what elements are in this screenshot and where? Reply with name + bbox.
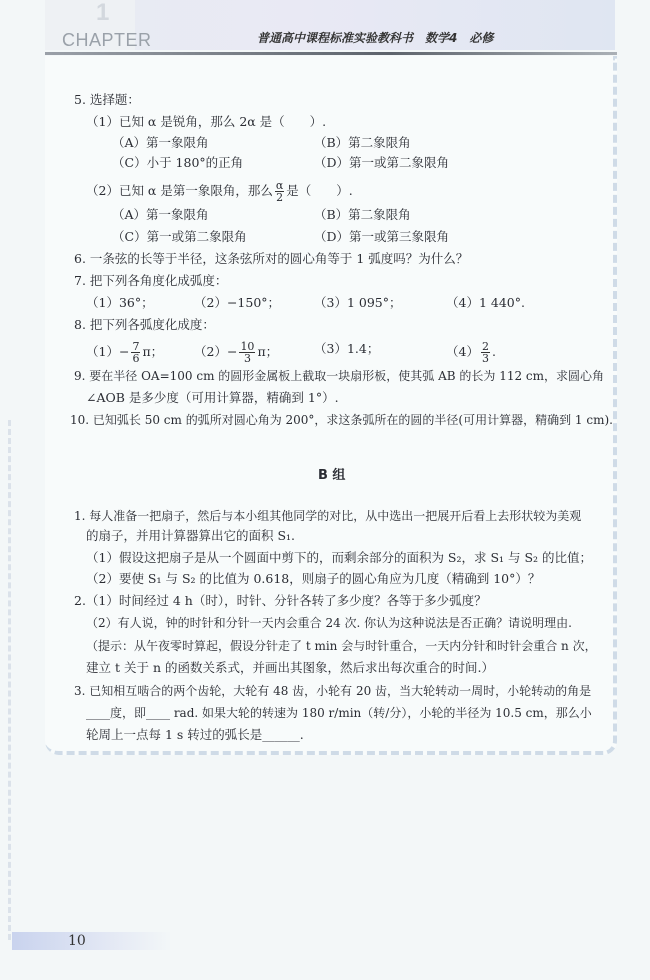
q5-1-d: （D）第一或第二象限角 bbox=[314, 155, 450, 170]
b-line: 轮周上一点每 1 s 转过的弧长是______. bbox=[86, 727, 304, 742]
q5-2-c: （C）第一或第二象限角 bbox=[112, 229, 247, 244]
q7: 7. 把下列各角度化成弧度： bbox=[74, 273, 228, 288]
q5-2-d: （D）第一或第三象限角 bbox=[314, 229, 450, 244]
b-line: 的扇子，并用计算器算出它的面积 S₁. bbox=[86, 528, 296, 543]
q6: 6. 一条弦的长等于半径，这条弦所对的圆心角等于 1 弧度吗？为什么？ bbox=[74, 251, 469, 266]
q5-1-a: （A）第一象限角 bbox=[112, 135, 209, 150]
q9-line1: 9. 要在半径 OA=100 cm 的圆形金属板上截取一块扇形板，使其弧 AB 的长为 112 cm，求圆心角 bbox=[74, 369, 605, 383]
q8-1: （1）− $\frac{7}{6}$ π； bbox=[86, 340, 164, 365]
footer-band bbox=[12, 932, 172, 950]
q7-item: （4）1 440°. bbox=[446, 295, 525, 310]
q8: 8. 把下列各弧度化成度： bbox=[74, 317, 215, 332]
q5-2-a: （A）第一象限角 bbox=[112, 207, 209, 222]
q10: 10. 已知弧长 50 cm 的弧所对圆心角为 200°，求这条弧所在的圆的半径(可用计算器，精确到 1 cm). bbox=[70, 413, 613, 427]
b-line: 1. 每人准备一把扇子，然后与本小组其他同学的对比，从中选出一把展开后看上去形状较为美观 bbox=[74, 509, 582, 523]
q5: 5. 选择题： bbox=[74, 92, 140, 107]
chapter-label: CHAPTER bbox=[62, 30, 152, 50]
b-line: （提示：从午夜零时算起，假设分针走了 t min 会与时针重合，一天内分针和时针会重合 n 次， bbox=[86, 639, 597, 653]
b-line: 建立 t 关于 n 的函数关系式，并画出其图象，然后求出每次重合的时间.） bbox=[86, 660, 494, 675]
b-line: 2.（1）时间经过 4 h（时），时针、分针各转了多少度？各等于多少弧度？ bbox=[74, 593, 487, 608]
q8-4: （4） $\frac{2}{3}$ . bbox=[446, 340, 496, 365]
b-line: （2）要使 S₁ 与 S₂ 的比值为 0.618，则扇子的圆心角应为几度（精确到 10°）？ bbox=[86, 571, 541, 586]
q7-item: （1）36°； bbox=[86, 295, 154, 310]
q8-3: （3）1.4； bbox=[314, 341, 380, 356]
b-line: （2）有人说，钟的时针和分针一天内会重合 24 次. 你认为这种说法是否正确？请说明理由. bbox=[86, 616, 572, 630]
q5-1-b: （B）第二象限角 bbox=[314, 135, 411, 150]
q7-item: （3）1 095°； bbox=[314, 295, 402, 310]
book-title: 普通高中课程标准实验教科书 数学4 必修 bbox=[257, 31, 494, 45]
margin-decoration bbox=[8, 420, 17, 940]
page-number: 10 bbox=[68, 933, 86, 949]
q7-item: （2）−150°； bbox=[194, 295, 281, 310]
b-line: ____度，即____ rad. 如果大轮的转速为 180 r/min（转/分），小轮的半径为 10.5 cm，那么小 bbox=[86, 706, 592, 720]
q9-line2: ∠AOB 是多少度（可用计算器，精确到 1°）. bbox=[86, 390, 339, 405]
header-rule bbox=[45, 52, 617, 55]
q8-2: （2）− $\frac{10}{3}$ π； bbox=[194, 340, 279, 365]
b-line: 3. 已知相互啮合的两个齿轮，大轮有 48 齿，小轮有 20 齿，当大轮转动一周时，小轮转动的角是 bbox=[74, 684, 592, 698]
q5-2-b: （B）第二象限角 bbox=[314, 207, 411, 222]
q5-2: （2）已知 α 是第一象限角，那么 $\frac{\alpha}{2}$ 是（ ）. bbox=[86, 179, 353, 204]
b-line: （1）假设这把扇子是从一个圆面中剪下的，而剩余部分的面积为 S₂，求 S₁ 与 S₂ 的比值； bbox=[86, 550, 593, 565]
chapter-number: 1 bbox=[96, 0, 110, 26]
q5-1-c: （C）小于 180°的正角 bbox=[112, 155, 244, 170]
group-b-title: B 组 bbox=[318, 468, 346, 483]
q5-1: （1）已知 α 是锐角，那么 2α 是（ ）. bbox=[86, 114, 327, 129]
